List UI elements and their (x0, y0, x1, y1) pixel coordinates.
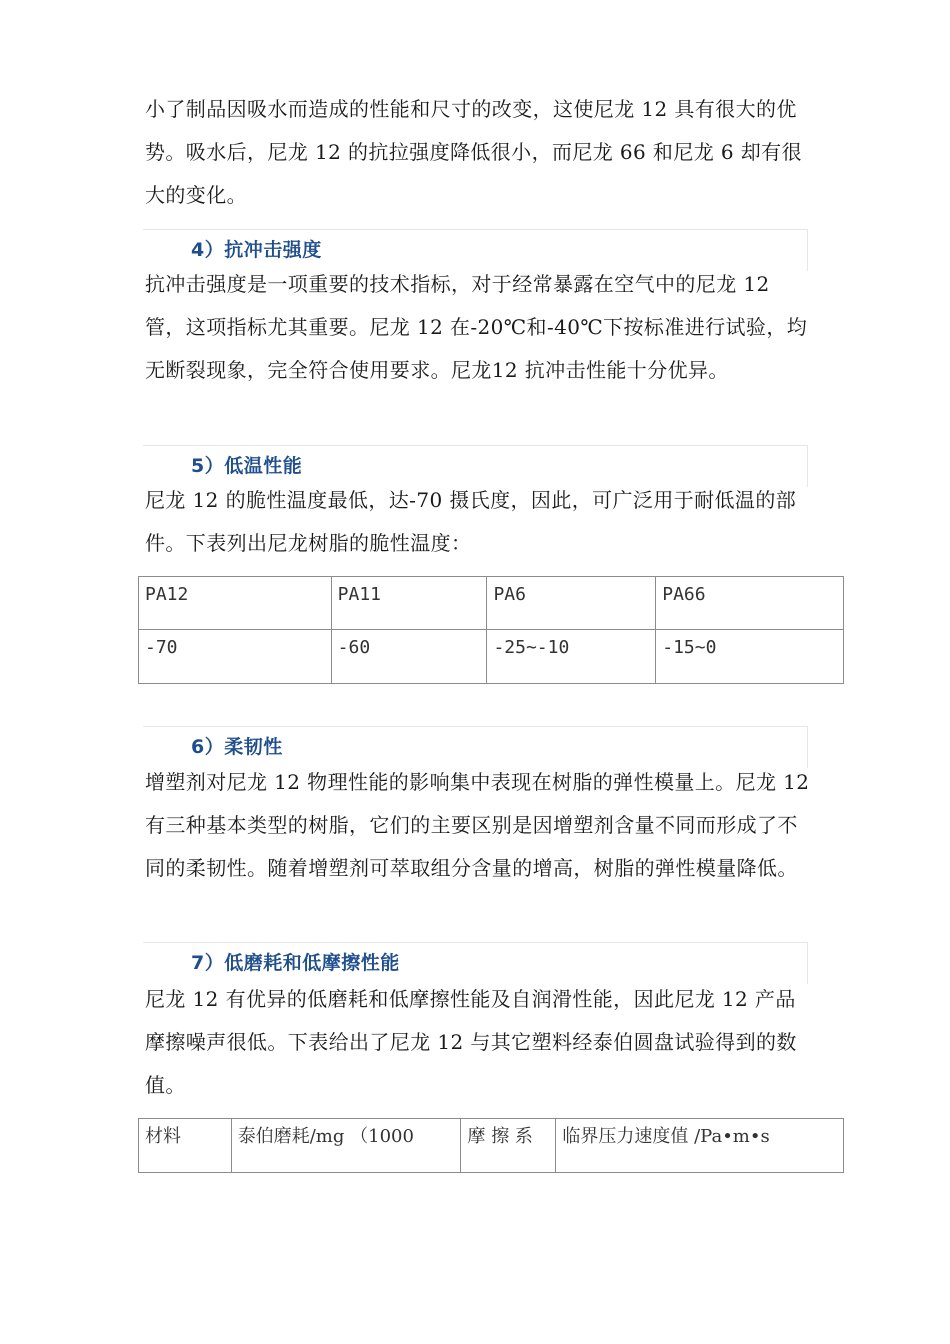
table-cell: PA6 (487, 577, 656, 630)
table-header-row (139, 1119, 844, 1173)
table-cell: -70 (139, 630, 332, 684)
section-heading-low-temperature: 5）低温性能 (191, 455, 303, 477)
table-cell: 摩 擦 系 (461, 1119, 556, 1173)
table-cell: 临界压力速度值 /Pa•m•s (556, 1119, 844, 1173)
table-cell: -60 (331, 630, 487, 684)
section-heading-low-wear-friction: 7）低磨耗和低摩擦性能 (191, 952, 400, 974)
brittle-temperature-table (138, 576, 844, 684)
section-heading-flexibility: 6）柔韧性 (191, 736, 283, 758)
table-row (139, 630, 844, 684)
paragraph-water-absorption: 小了制品因吸水而造成的性能和尺寸的改变，这使尼龙 12 具有很大的优势。吸水后，尼龙 12 的抗拉强度降低很小，而尼龙 66 和尼龙 6 却有很大的变化。 (145, 97, 802, 207)
paragraph-impact-strength: 抗冲击强度是一项重要的技术指标，对于经常暴露在空气中的尼龙 12 管，这项指标尤其重要。尼龙 12 在-20℃和-40℃下按标准进行试验，均无断裂现象，完全符合使用要求。尼龙12 抗冲击性能十分优异。 (145, 272, 808, 382)
table-cell: 材料 (139, 1119, 232, 1173)
table-header-row (139, 577, 844, 630)
paragraph-low-wear-friction: 尼龙 12 有优异的低磨耗和低摩擦性能及自润滑性能，因此尼龙 12 产品摩擦噪声很低。下表给出了尼龙 12 与其它塑料经泰伯圆盘试验得到的数值。 (145, 987, 797, 1097)
table-cell: -15~0 (656, 630, 844, 684)
table-cell: -25~-10 (487, 630, 656, 684)
paragraph-flexibility: 增塑剂对尼龙 12 物理性能的影响集中表现在树脂的弹性模量上。尼龙 12 有三种基本类型的树脂，它们的主要区别是因增塑剂含量不同而形成了不同的柔韧性。随着增塑剂可萃取组分含量的增高，树脂的弹性模量降低。 (145, 770, 810, 880)
table-cell: PA66 (656, 577, 844, 630)
table-cell: 泰伯磨耗/mg （1000 (231, 1119, 461, 1173)
table-cell: PA12 (139, 577, 332, 630)
table-cell: PA11 (331, 577, 487, 630)
section-heading-impact-strength: 4）抗冲击强度 (191, 239, 322, 261)
paragraph-low-temperature: 尼龙 12 的脆性温度最低，达-70 摄氏度，因此，可广泛用于耐低温的部件。下表列出尼龙树脂的脆性温度： (145, 488, 797, 555)
taber-wear-table (138, 1118, 844, 1173)
